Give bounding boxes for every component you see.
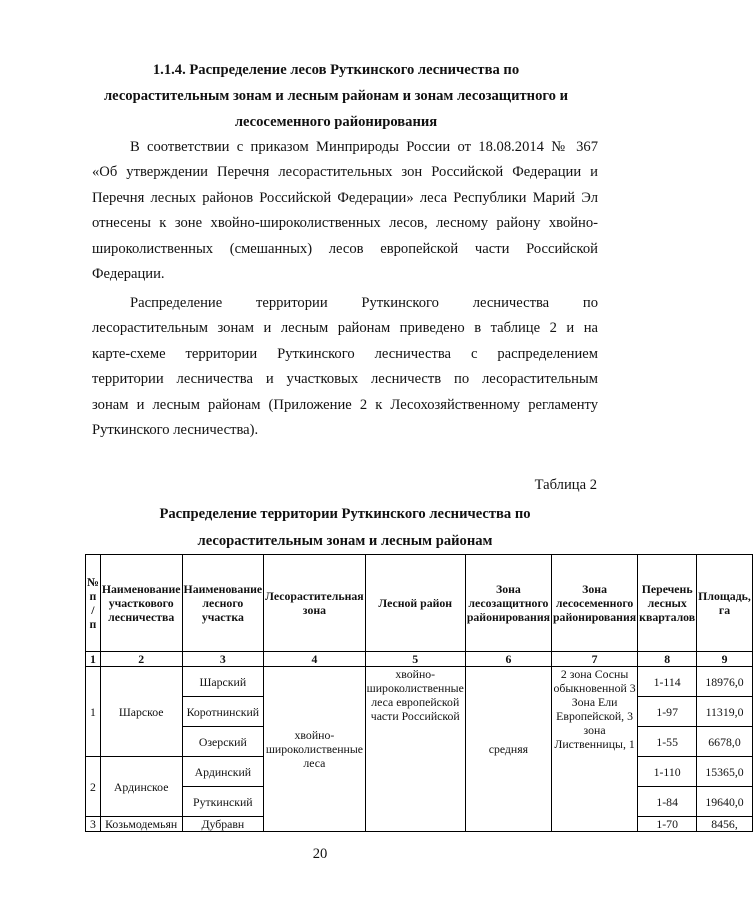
paragraph-line: отнесены к зоне хвойно-широколиственных лесов, лесному району хвойно-: [92, 215, 598, 232]
plot-cell: Озерский: [182, 727, 264, 757]
paragraph-line: «Об утверждении Перечня лесорастительных зон Российской Федерации и: [92, 164, 598, 181]
header-cell: Лесорастительная зона: [264, 555, 365, 652]
paragraph-line: В соответствии с приказом Минприроды России от 18.08.2014 № 367: [130, 139, 598, 155]
protection-zone-cell: средняя: [465, 667, 551, 832]
header-cell: Зона лесозащитного районирования: [465, 555, 551, 652]
forest-zone-cell: хвойно-широколиственные леса: [264, 667, 365, 832]
seed-zone-cell: 2 зона Сосны обыкновенной 3 Зона Ели Европейской, 3 зона Лиственницы, 1: [552, 667, 638, 832]
column-number: 4: [264, 652, 365, 667]
row-number-cell: 2: [86, 757, 101, 817]
district-cell: Ардинское: [100, 757, 182, 817]
paragraph-distribution: [92, 291, 598, 443]
column-number: 1: [86, 652, 101, 667]
header-cell: Наименование участкового лесничества: [100, 555, 182, 652]
header-cell: Лесной район: [365, 555, 465, 652]
row-number-cell: 3: [86, 817, 101, 832]
forest-region-cell: хвойно-широколиственные леса европейской части Российской: [365, 667, 465, 832]
column-number: 6: [465, 652, 551, 667]
section-heading-line: лесорастительным зонам и лесным районам и зонам лесозащитного и: [103, 88, 568, 104]
quarters-cell: 1-70: [638, 817, 697, 832]
table-row: [86, 667, 753, 697]
plot-cell: Шарский: [182, 667, 264, 697]
column-number: 2: [100, 652, 182, 667]
table-title-line: Распределение территории Руткинского лесничества по: [159, 506, 531, 522]
table-title-line: лесорастительным зонам и лесным районам: [197, 533, 493, 549]
header-cell: Зона лесосеменного районирования: [552, 555, 638, 652]
row-number-cell: 1: [86, 667, 101, 757]
section-heading-line: лесосеменного районирования: [234, 114, 438, 130]
column-number: 7: [552, 652, 638, 667]
header-cell: № п / п: [86, 555, 101, 652]
page-number: 20: [312, 846, 328, 862]
paragraph-line: Перечня лесных районов Российской Федерации» леса Республики Марий Эл: [92, 189, 598, 206]
header-cell: Наименование лесного участка: [182, 555, 264, 652]
paragraph-line: зонам и лесным районам (Приложение 2 к Лесохозяйственному регламенту: [92, 396, 598, 413]
forest-distribution-table: [85, 554, 753, 832]
paragraph-line: Федерации.: [92, 265, 165, 282]
area-cell: 6678,0: [697, 727, 753, 757]
area-cell: 19640,0: [697, 787, 753, 817]
table-header-row: [86, 555, 753, 652]
area-cell: 11319,0: [697, 697, 753, 727]
column-number: 8: [638, 652, 697, 667]
quarters-cell: 1-55: [638, 727, 697, 757]
district-cell: Козьмодемьян: [100, 817, 182, 832]
header-cell: Площадь, га: [697, 555, 753, 652]
section-heading: [70, 57, 602, 135]
table-title: [92, 501, 598, 555]
district-cell: Шарское: [100, 667, 182, 757]
column-number: 5: [365, 652, 465, 667]
quarters-cell: 1-110: [638, 757, 697, 787]
area-cell: 8456,: [697, 817, 753, 832]
paragraph-line: Руткинского лесничества).: [92, 421, 259, 438]
column-number: 3: [182, 652, 264, 667]
column-number-row: [86, 652, 753, 667]
paragraph-line: Распределение территории Руткинского лесничества по: [130, 295, 598, 311]
paragraph-order-reference: [92, 135, 598, 287]
quarters-cell: 1-84: [638, 787, 697, 817]
plot-cell: Дубравн: [182, 817, 264, 832]
plot-cell: Ардинский: [182, 757, 264, 787]
area-cell: 18976,0: [697, 667, 753, 697]
plot-cell: Коротнинский: [182, 697, 264, 727]
paragraph-line: территории лесничества и участковых лесничеств по лесорастительным: [92, 371, 598, 388]
plot-cell: Руткинский: [182, 787, 264, 817]
header-cell: Перечень лесных кварталов: [638, 555, 697, 652]
paragraph-line: широколиственных (смешанных) лесов европейской части Российской: [92, 240, 598, 257]
paragraph-line: лесорастительным зонам и лесным районам приведено в таблице 2 и на: [92, 320, 598, 337]
table-label: Таблица 2: [534, 477, 597, 493]
area-cell: 15365,0: [697, 757, 753, 787]
column-number: 9: [697, 652, 753, 667]
section-heading-line: 1.1.4. Распределение лесов Руткинского лесничества по: [152, 62, 520, 78]
paragraph-line: карте-схеме территории Руткинского лесничества с распределением: [92, 345, 598, 362]
quarters-cell: 1-97: [638, 697, 697, 727]
quarters-cell: 1-114: [638, 667, 697, 697]
